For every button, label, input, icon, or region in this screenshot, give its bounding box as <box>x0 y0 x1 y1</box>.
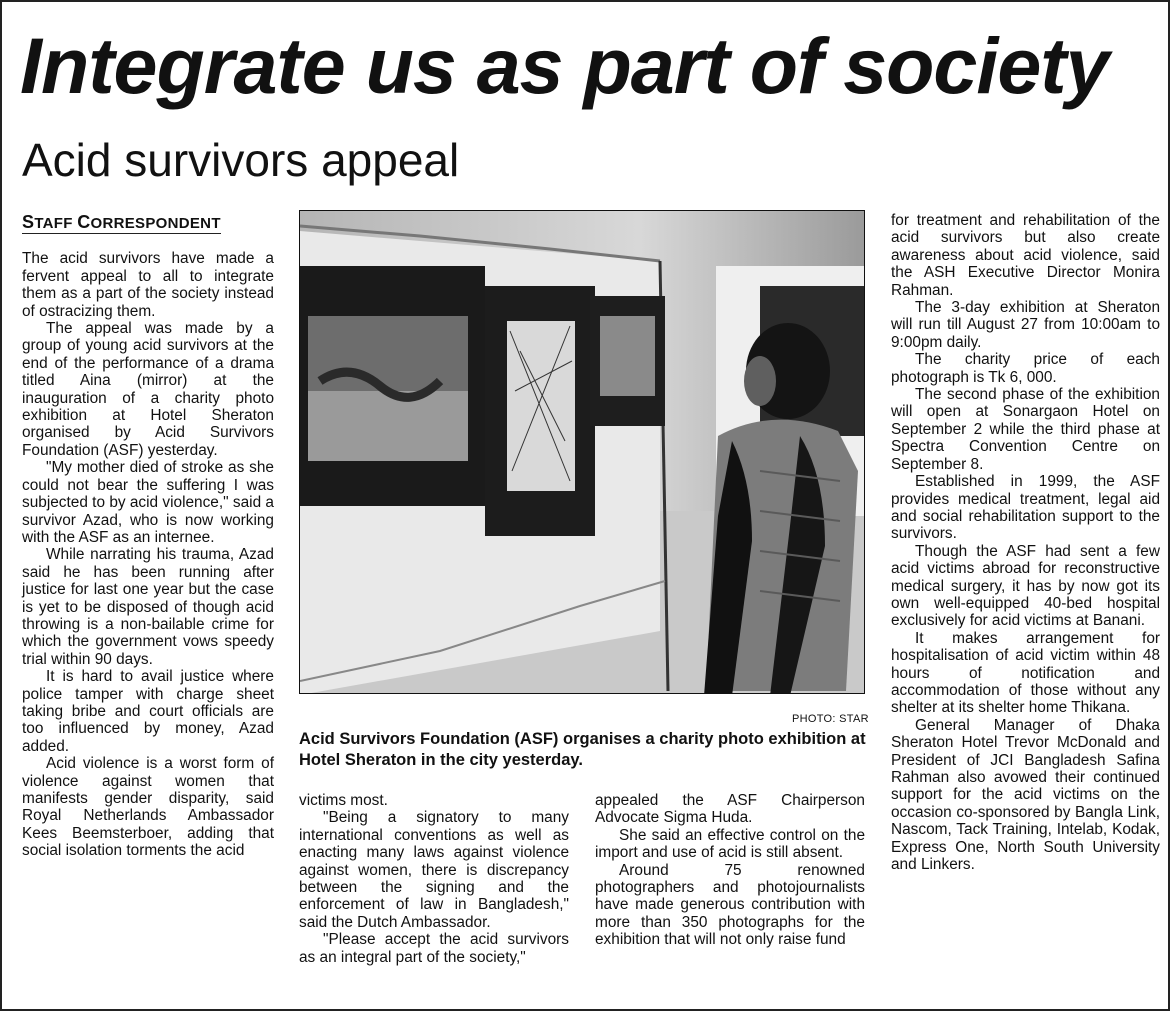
paragraph: The acid survivors have made a fervent appeal to all to integrate them as a part of the society instead of ostracizing them. <box>22 250 274 320</box>
paragraph: Acid violence is a worst form of violence against women that manifests gender disparity, said Royal Netherlands Ambassador Kees Beemsterboer, adding that social isolation torments the acid <box>22 755 274 860</box>
paragraph: It makes arrangement for hospitalisation of acid victim within 48 hours of notification and accommodation of those without any shelter at its shelter home Thikana. <box>891 629 1160 717</box>
paragraph: Around 75 renowned photographers and photojournalists have made generous contribution with more than 350 photographs for the exhibition that will not only raise fund <box>595 861 865 949</box>
paragraph: The 3-day exhibition at Sheraton will run till August 27 from 10:00am to 9:00pm daily. <box>891 299 1160 351</box>
paragraph: She said an effective control on the import and use of acid is still absent. <box>595 826 865 862</box>
paragraph: General Manager of Dhaka Sheraton Hotel Trevor McDonald and President of JCI Bangladesh Safina Rahman also avowed their continued support for the acid victims on the occasion co-sponsored by Bangla Link, Nascom, Tack Training, Intelab, Kodak, Express One, North South University and Linkers. <box>891 716 1160 874</box>
paragraph: The second phase of the exhibition will open at Sonargaon Hotel on September 2 while the third phase at Spectra Convention Centre on September 8. <box>891 386 1160 473</box>
exhibition-photo <box>299 210 865 694</box>
byline: STAFF CORRESPONDENT <box>22 214 221 234</box>
paragraph: "Being a signatory to many international conventions as well as enacting many laws against violence against women, there is discrepancy between the signing and the enforcement of law in Bangladesh," said the Dutch Ambassador. <box>299 809 569 931</box>
article-column-3 <box>595 792 865 949</box>
paragraph: The charity price of each photograph is Tk 6, 000. <box>891 351 1160 386</box>
paragraph: While narrating his trauma, Azad said he has been running after justice for last one year but the case is yet to be disposed of though acid throwing is a non-bailable crime for which the government vows speedy trial within 90 days. <box>22 546 274 668</box>
paragraph: Though the ASF had sent a few acid victims abroad for reconstructive medical surgery, it has by now got its own well-equipped 40-bed hospital exclusively for acid victims at Banani. <box>891 542 1160 630</box>
subheadline: Acid survivors appeal <box>22 134 460 186</box>
paragraph: victims most. <box>299 792 388 809</box>
headline: Integrate us as part of society <box>20 21 1109 110</box>
paragraph: Established in 1999, the ASF provides medical treatment, legal aid and social rehabilitation support to the survivors. <box>891 473 1160 543</box>
paragraph: appealed the ASF Chairperson Advocate Sigma Huda. <box>595 792 865 827</box>
paragraph: It is hard to avail justice where police tamper with charge sheet taking bribe and court officials are too influenced by money, Azad added. <box>22 668 274 755</box>
photo-caption: Acid Survivors Foundation (ASF) organises a charity photo exhibition at Hotel Sheraton in the city yesterday. <box>299 730 866 769</box>
paragraph: The appeal was made by a group of young acid survivors at the end of the performance of a drama titled Aina (mirror) at the inauguration of a charity photo exhibition at Hotel Sheraton organised by Acid Survivors Foundation (ASF) yesterday. <box>22 320 274 459</box>
article-column-4 <box>891 212 1160 873</box>
paragraph: "Please accept the acid survivors as an integral part of the society," <box>299 931 569 966</box>
article-column-1 <box>22 214 274 860</box>
article-column-2 <box>299 792 569 966</box>
paragraph: for treatment and rehabilitation of the acid survivors but also create awareness about acid violence, said the ASH Executive Director Monira Rahman. <box>891 212 1160 299</box>
photo-credit: PHOTO: STAR <box>792 713 869 725</box>
paragraph: "My mother died of stroke as she could not bear the suffering I was subjected to by acid violence," said a survivor Azad, who is now working with the ASF as an internee. <box>22 459 274 546</box>
